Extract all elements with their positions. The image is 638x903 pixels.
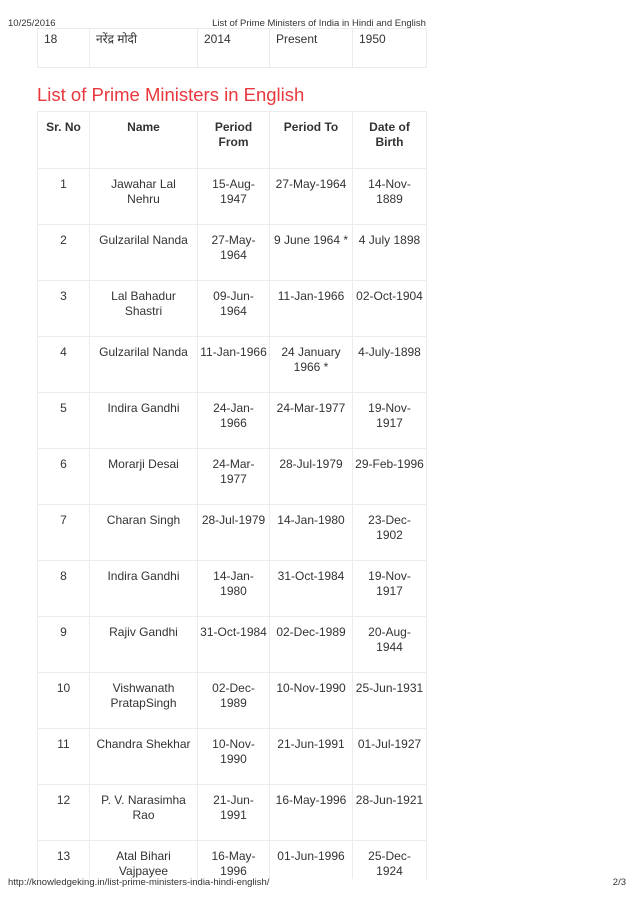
cell-from: 11-Jan-1966 <box>198 337 270 393</box>
table-row <box>38 225 427 281</box>
cell-dob: 23-Dec-1902 <box>353 505 427 561</box>
cell-dob: 19-Nov-1917 <box>353 561 427 617</box>
cell-dob: 28-Jun-1921 <box>353 785 427 841</box>
cell-dob: 14-Nov-1889 <box>353 169 427 225</box>
cell-sr: 13 <box>38 841 90 880</box>
cell-to: 16-May-1996 <box>270 785 353 841</box>
table-row <box>38 449 427 505</box>
cell-dob: 29-Feb-1996 <box>353 449 427 505</box>
table-row <box>38 785 427 841</box>
cell-name: Gulzarilal Nanda <box>90 337 198 393</box>
table-row <box>38 673 427 729</box>
cell-name: Charan Singh <box>90 505 198 561</box>
header-sr-no: Sr. No <box>38 112 90 169</box>
cell-dob: 19-Nov-1917 <box>353 393 427 449</box>
cell-from: 31-Oct-1984 <box>198 617 270 673</box>
cell-from: 2014 <box>198 29 270 68</box>
header-date-of-birth: Date of Birth <box>353 112 427 169</box>
cell-sr: 7 <box>38 505 90 561</box>
cell-to: 21-Jun-1991 <box>270 729 353 785</box>
cell-sr: 9 <box>38 617 90 673</box>
cell-to: 27-May-1964 <box>270 169 353 225</box>
cell-to: 02-Dec-1989 <box>270 617 353 673</box>
cell-dob: 4-July-1898 <box>353 337 427 393</box>
cell-sr: 11 <box>38 729 90 785</box>
cell-name: Indira Gandhi <box>90 393 198 449</box>
print-date: 10/25/2016 <box>8 18 56 29</box>
cell-to: 14-Jan-1980 <box>270 505 353 561</box>
cell-name: Chandra Shekhar <box>90 729 198 785</box>
print-page-title: List of Prime Ministers of India in Hindi and English <box>212 18 426 29</box>
cell-dob: 01-Jul-1927 <box>353 729 427 785</box>
cell-name: Rajiv Gandhi <box>90 617 198 673</box>
cell-to: 9 June 1964 * <box>270 225 353 281</box>
header-period-to: Period To <box>270 112 353 169</box>
cell-to: 24-Mar-1977 <box>270 393 353 449</box>
table-row <box>38 505 427 561</box>
page-number: 2/3 <box>612 877 626 888</box>
cell-sr: 3 <box>38 281 90 337</box>
cell-sr: 6 <box>38 449 90 505</box>
cell-name: Atal Bihari Vajpayee <box>90 841 198 880</box>
cell-from: 09-Jun-1964 <box>198 281 270 337</box>
cell-sr: 2 <box>38 225 90 281</box>
cell-from: 02-Dec-1989 <box>198 673 270 729</box>
cell-dob: 02-Oct-1904 <box>353 281 427 337</box>
cell-dob: 25-Jun-1931 <box>353 673 427 729</box>
table-row <box>38 561 427 617</box>
cell-name: Vishwanath PratapSingh <box>90 673 198 729</box>
cell-sr: 18 <box>38 29 90 68</box>
cell-name: Jawahar Lal Nehru <box>90 169 198 225</box>
table-row <box>38 29 427 68</box>
cell-to: 11-Jan-1966 <box>270 281 353 337</box>
cell-name: नरेंद्र मोदी <box>90 29 198 68</box>
table-row <box>38 169 427 225</box>
cell-to: 24 January 1966 * <box>270 337 353 393</box>
cell-dob: 1950 <box>353 29 427 68</box>
cell-from: 24-Jan-1966 <box>198 393 270 449</box>
cell-sr: 8 <box>38 561 90 617</box>
cell-name: Lal Bahadur Shastri <box>90 281 198 337</box>
header-period-from: Period From <box>198 112 270 169</box>
cell-name: Gulzarilal Nanda <box>90 225 198 281</box>
cell-from: 10-Nov-1990 <box>198 729 270 785</box>
table-row <box>38 337 427 393</box>
cell-dob: 25-Dec-1924 <box>353 841 427 880</box>
cell-name: Indira Gandhi <box>90 561 198 617</box>
cell-to: 10-Nov-1990 <box>270 673 353 729</box>
cell-sr: 12 <box>38 785 90 841</box>
cell-sr: 5 <box>38 393 90 449</box>
table-header-row <box>38 112 427 169</box>
cell-from: 14-Jan-1980 <box>198 561 270 617</box>
cell-name: Morarji Desai <box>90 449 198 505</box>
cell-sr: 4 <box>38 337 90 393</box>
table-row <box>38 729 427 785</box>
cell-sr: 1 <box>38 169 90 225</box>
cell-from: 27-May-1964 <box>198 225 270 281</box>
cell-from: 24-Mar-1977 <box>198 449 270 505</box>
hindi-table-last-row <box>37 28 427 68</box>
source-url: http://knowledgeking.in/list-prime-ministers-india-hindi-english/ <box>8 877 270 888</box>
cell-name: P. V. Narasimha Rao <box>90 785 198 841</box>
header-name: Name <box>90 112 198 169</box>
table-row <box>38 393 427 449</box>
cell-dob: 20-Aug-1944 <box>353 617 427 673</box>
cell-from: 28-Jul-1979 <box>198 505 270 561</box>
cell-from: 15-Aug-1947 <box>198 169 270 225</box>
cell-dob: 4 July 1898 <box>353 225 427 281</box>
cell-from: 21-Jun-1991 <box>198 785 270 841</box>
cell-to: 01-Jun-1996 <box>270 841 353 880</box>
cell-from: 16-May-1996 <box>198 841 270 880</box>
table-row <box>38 841 427 880</box>
cell-sr: 10 <box>38 673 90 729</box>
table-row <box>38 281 427 337</box>
prime-ministers-table <box>37 111 427 879</box>
cell-to: 28-Jul-1979 <box>270 449 353 505</box>
table-row <box>38 617 427 673</box>
cell-to: 31-Oct-1984 <box>270 561 353 617</box>
cell-to: Present <box>270 29 353 68</box>
section-title: List of Prime Ministers in English <box>37 84 305 105</box>
